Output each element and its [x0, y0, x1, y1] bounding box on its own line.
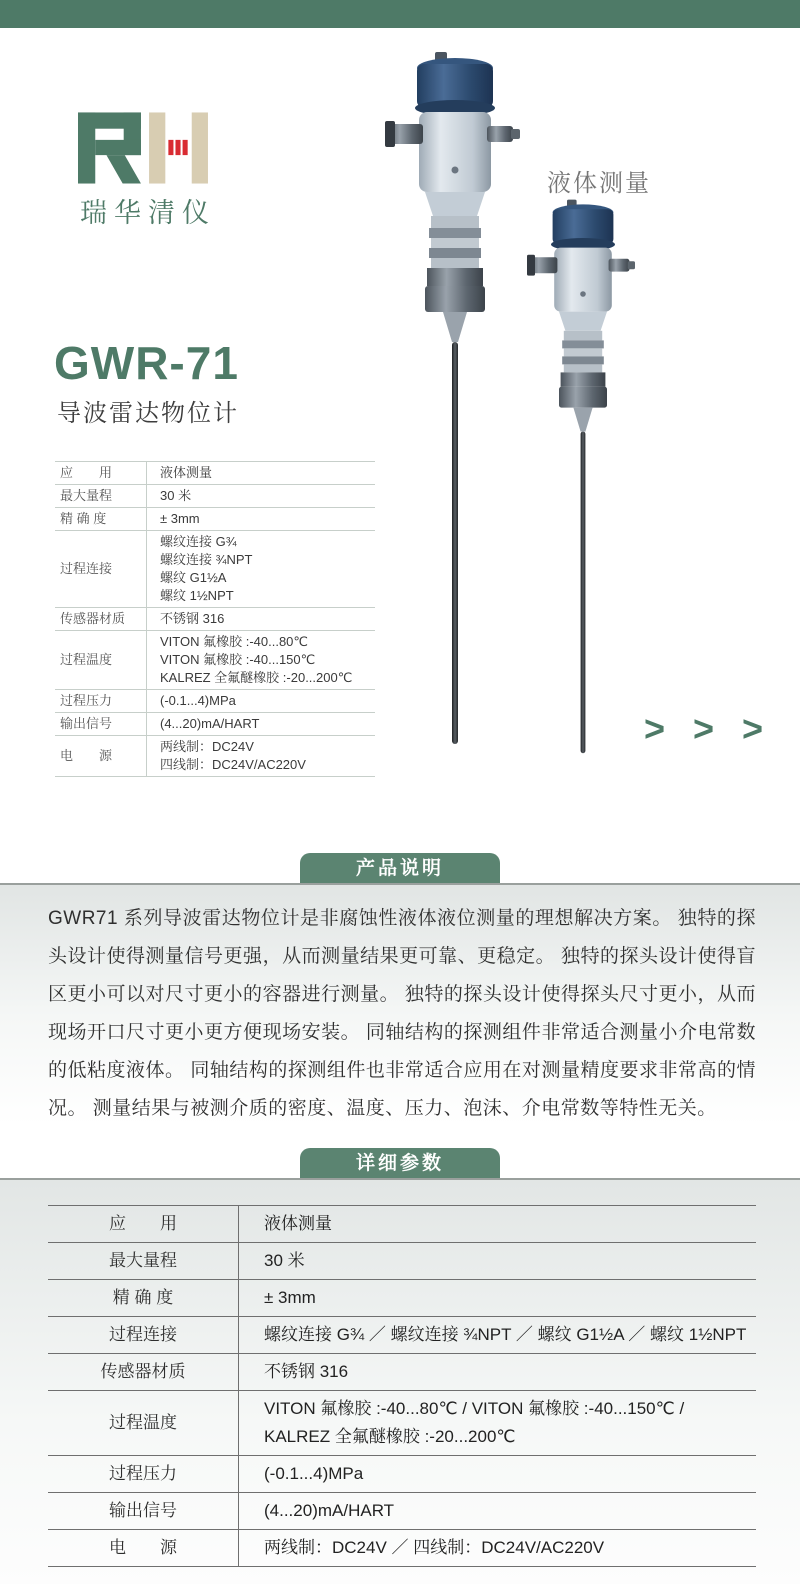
spec-row — [48, 1530, 756, 1567]
spec-label: 过程连接 — [48, 1317, 239, 1353]
spec-value: 液体测量 — [160, 465, 213, 480]
section-title-description: 产品说明 — [300, 853, 500, 883]
spec-value: 螺纹连接 G¾ ／ 螺纹连接 ¾NPT ／ 螺纹 G1½A ／ 螺纹 1½NPT — [264, 1325, 747, 1344]
spec-value: (-0.1...4)MPa — [264, 1464, 364, 1483]
spec-label: 最大量程 — [48, 1243, 239, 1279]
spec-row — [48, 1354, 756, 1391]
spec-label: 过程连接 — [55, 531, 147, 607]
spec-value: VITON 氟橡胶 :-40...80℃ VITON 氟橡胶 :-40...150℃ KALREZ 全氟醚橡胶 :-20...200℃ — [160, 634, 353, 685]
spec-value: 30 米 — [160, 488, 192, 503]
spec-row — [55, 690, 375, 713]
spec-label: 传感器材质 — [55, 608, 147, 630]
product-model: GWR-71 — [54, 337, 239, 389]
spec-row — [55, 713, 375, 736]
spec-value: (4...20)mA/HART — [160, 716, 260, 731]
spec-row — [55, 508, 375, 531]
spec-label: 电 源 — [48, 1530, 239, 1566]
spec-row — [48, 1280, 756, 1317]
spec-row — [55, 462, 375, 485]
product-image-primary — [385, 50, 525, 750]
spec-label: 过程压力 — [55, 690, 147, 712]
spec-row — [48, 1317, 756, 1354]
spec-value: ± 3mm — [264, 1288, 316, 1307]
spec-row — [55, 608, 375, 631]
spec-row — [55, 531, 375, 608]
spec-row — [48, 1391, 756, 1456]
product-description: GWR71 系列导波雷达物位计是非腐蚀性液体液位测量的理想解决方案。 独特的探头设计使得测量信号更强，从而测量结果更可靠、更稳定。 独特的探头设计使得盲区更小可以对尺寸更小的容器进行测量。 独特的探头设计使得探头尺寸更小，从而现场开口尺寸更小更方便现场安装。 同轴结构的探测组件非常适合测量小介电常数的低粘度液体。 同轴结构的探测组件也非常适合应用在对测量精度要求非常高的情况。 测量结果与被测介质的密度、温度、压力、泡沫、介电常数等特性无关。 — [48, 908, 756, 1119]
spec-row — [48, 1493, 756, 1530]
spec-label: 传感器材质 — [48, 1354, 239, 1390]
product-category: 导波雷达物位计 — [57, 400, 239, 427]
spec-label: 过程温度 — [55, 631, 147, 689]
spec-value: ± 3mm — [160, 511, 200, 526]
spec-label: 精 确 度 — [55, 508, 147, 530]
brand-logo-icon — [78, 112, 210, 189]
spec-label: 电 源 — [55, 736, 147, 776]
spec-label: 精 确 度 — [48, 1280, 239, 1316]
spec-value: 不锈钢 316 — [160, 611, 225, 626]
spec-row — [48, 1206, 756, 1243]
brand-name: 瑞华清仪 — [80, 198, 216, 228]
spec-value: 30 米 — [264, 1251, 305, 1270]
spec-value: 液体测量 — [264, 1214, 332, 1233]
spec-label: 输出信号 — [48, 1493, 239, 1529]
spec-value: (-0.1...4)MPa — [160, 693, 236, 708]
spec-value: 螺纹连接 G¾ 螺纹连接 ¾NPT 螺纹 G1½A 螺纹 1½NPT — [160, 534, 253, 603]
spec-row — [55, 736, 375, 777]
spec-row — [48, 1456, 756, 1493]
spec-label: 过程压力 — [48, 1456, 239, 1492]
spec-row — [55, 631, 375, 690]
section-title-details: 详细参数 — [300, 1148, 500, 1178]
logo-rh-icon — [78, 112, 210, 184]
spec-value: VITON 氟橡胶 :-40...80℃ / VITON 氟橡胶 :-40...150℃ / KALREZ 全氟醚橡胶 :-20...200℃ — [264, 1399, 685, 1446]
spec-value: 不锈钢 316 — [264, 1362, 349, 1381]
spec-value: 两线制：DC24V ／ 四线制：DC24V/AC220V — [264, 1538, 605, 1557]
quick-spec-table — [55, 461, 375, 777]
top-band — [0, 0, 800, 28]
spec-value: (4...20)mA/HART — [264, 1501, 395, 1520]
spec-label: 应 用 — [48, 1206, 239, 1242]
spec-label: 过程温度 — [48, 1391, 239, 1455]
spec-label: 应 用 — [55, 462, 147, 484]
image-caption: 液体测量 — [547, 170, 651, 197]
spec-row — [48, 1243, 756, 1280]
product-image-secondary — [527, 198, 639, 758]
spec-row — [55, 485, 375, 508]
spec-label: 输出信号 — [55, 713, 147, 735]
spec-value: 两线制：DC24V 四线制：DC24V/AC220V — [160, 739, 306, 772]
chevron-right-icon: > > > — [644, 708, 773, 749]
detail-spec-table — [48, 1205, 756, 1567]
spec-label: 最大量程 — [55, 485, 147, 507]
